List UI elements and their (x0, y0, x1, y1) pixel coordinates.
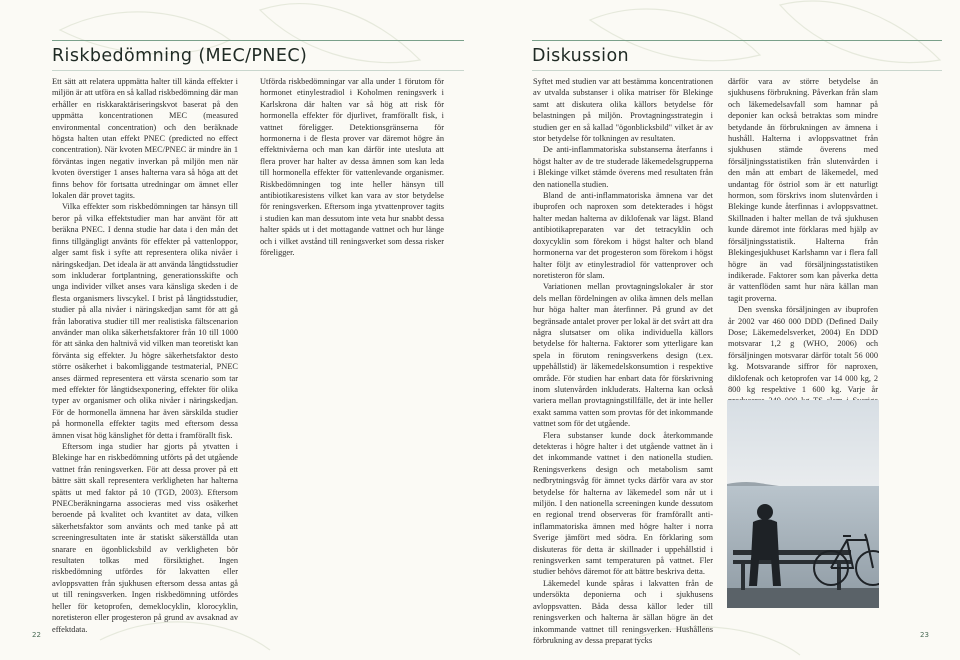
header-rule (52, 40, 464, 41)
text-column-2 (260, 76, 444, 259)
title-underline (52, 70, 464, 71)
seaside-bench-photo (727, 400, 879, 608)
text-column-1 (533, 76, 713, 646)
paragraph: Bland de anti-inflammatoriska ämnena var det ibuprofen och naproxen som detekterades i högst halter medan halterna av diklofenak var lägst. Bland antibiotikapreparaten var det tetracyklin och doxycyklin som förekom i högst halter och bland hormonerna var det progesteron som förekom i högst halter följt av etinylestradiol för vattenprover och noretisteron för slam. (533, 191, 713, 280)
photo-illustration (727, 400, 879, 608)
header-rule (532, 40, 942, 41)
page-title: Riskbedömning (MEC/PNEC) (52, 46, 308, 66)
paragraph: Den svenska försäljningen av ibuprofen år 2002 var 460 000 DDD (Defined Daily Dose; Läkemedelsverket, 2004) En DDD motsvarar 1,2 g (WHO, 2006) och försäljningen motsvarar därför totalt 56 000 kg. Motsvarande siffror för naproxen, diklofenak och ketoprofen var 14 000 kg, 2 800 kg respektive 1 600 kg. Varje år (728, 305, 878, 394)
paragraph: Utförda riskbedömningar var alla under 1 förutom för hormonet etinylestradiol i Koholmen reningsverk i Karlskrona där halten var så hög att risk för hormonella effekter för djurlivet, framförallt fisk, i vattnet föreligger. Detektionsgränserna för hormonerna i de flesta prover var däremot högre än effektnivåerna och man kan därför inte utesluta att flera prover har halter av dessa ämnen som kan leda till hormonella effekter för vattenlevande organismer. Riskbedömningen tog inte heller hänsyn till antibiotikaresistens vilket kan vara av stor betydelse för reningsverken. Eftersom inga ytvattenprover tagits i studien kan man dessutom inte veta hur snabbt dessa halter späds ut i det mottagande vattnet och hur länge och i vilket avstånd till reningsverket som dessa risker föreligger. (260, 77, 444, 258)
page-number: 22 (32, 631, 41, 639)
page-number: 23 (920, 631, 929, 639)
paragraph: Eftersom inga studier har gjorts på ytvatten i Blekinge har en riskbedömning utförts på det utgående vattnet från reningsverken. För att dessa prover på ett bättre sätt skall representera verkligheten har halterna spätts ut med faktor på 10 (TGD, 2003). Eftersom PNECberäkningarna associeras med viss osäkerhet beroende på kvalitet och kvantitet av data, vilken säkerhetsfaktor som använts och med tanke på att screeningresultaten inte är statiskt säkerställda utan snarare en ögonblicksbild av verkligheten bör resultaten tolkas med försiktighet. Ingen riskbedömning utfördes för lakvatten eller avloppsvatten från sjukhusen eftersom dessa antas gå ut till reningsverken. Ingen riskbedömning utfördes heller för ketoprofen, demeklocyklin, klorocyklin, noretisteron eller progesteron på grund av avsaknad av effektdata. (52, 442, 238, 634)
paragraph: Vilka effekter som riskbedömningen tar hänsyn till beror på vilka effektstudier man har använt för att beräkna PNEC. I denna studie har data i den mån det finns tillgängligt använts för effekter på vattenloppor, alger samt fisk i syfte att representera olika nivåer i näringskedjan. Det ideala är att använda långtidsstudier som inkluderar fortplantning, generationsskifte och unga individer vilket anses vara känsliga skeden i de flesta organismers livscykel. I brist på långtidsstudier, studier på alla nivåer i näringskedjan samt för att gå från laborativa studier till mer realistiska fältscenarion använder man olika säkerhetsfaktorer från 10 till 1000 för att sänka den haltnivå vid vilken man teoretiskt kan förvänta sig effekter. Ju högre säkerhetsfaktor desto större osäkerhet i bakomliggande testmaterial, PNEC anses därmed representera ett värsta scenario som tar med effekter för långtidsexponering, effekter för olika typer av organismer och olika nivåer i näringskedjan. För de hormonella ämnena har även särskilda studier på hormonella effekter tagits med eftersom dessa ämnen visat hög känslighet för detta i framförallt fisk. (52, 202, 238, 440)
paragraph: Syftet med studien var att bestämma koncentrationen av utvalda substanser i olika matriser för Blekinge samt att diskutera olika källors betydelse för belastningen på miljön. Provtagningsstrategin i studien ger en så kallad "ögonblicksbild" vilket är av stor betydelse för tolkningen av resultaten. (533, 77, 713, 144)
paragraph: därför vara av större betydelse än sjukhusens förbrukning. Påverkan från slam och läkemedelsavfall som hamnar på deponier kan också betraktas som mindre betydande än förbrukningen av ämnena i hushåll. Halterna i avloppsvattnet från sjukhusen stämde överens med försäljningsstatistiken från slutenvården i den mån att embart de läkemedel, med undantag för östriol som är ett naturligt hormon, som förskrivs inom slutenvården i Blekinge kunde återfinnas i avloppsvattnet. Skillnaden i halter mellan de två sjukhusen kunde däremot inte förklaras med hjälp av försäljningsstatistik. Halterna från Blekingesjukhuset Karlshamn var i flera fall högre än vad försäljningsstatistiken indikerade. Faktorer som kan påverka detta är vattenflöden samt hur nära källan man tagit proverna. (728, 77, 878, 303)
paragraph: Ett sätt att relatera uppmätta halter till kända effekter i miljön är att utföra en så kallad riskbedömning där man erhåller en riskkaraktäriseringskvot baserat på den uppmätta koncentrationen MEC (measured environmental concentration) och den beräknade högsta halten utan effekt PNEC (predicted no effect concentration). När kvoten MEC/PNEC är mindre än 1 förväntas ingen negativ inverkan på miljön men när kvoten överstiger 1 anses halterna vara så höga att det finns behov för fortsatta utredningar om ämnet eller lokalen där provet tagits. (52, 77, 238, 201)
right-page (480, 0, 960, 660)
title-underline (532, 70, 942, 71)
paragraph: Läkemedel kunde spåras i lakvatten från de undersökta deponierna och i sjukhusens avloppsvatten. Båda dessa källor leder till reningsverken och halterna är sällan högre än det inkommande vattnet till reningsverken. Hushållens förbrukning av dessa preparat tycks (533, 578, 713, 645)
page-title: Diskussion (532, 46, 630, 66)
text-column-1 (52, 76, 238, 635)
paragraph: Variationen mellan provtagningslokaler är stor dels mellan fördelningen av olika ämnen dels mellan hur höga halter man återfinner. På grund av det begränsade antalet prover per lokal är det svårt att dra några slutsatser om olika individuella källors betydelse för halterna. Faktorer som ytterligare kan spela in förutom reningsverkens design (t.ex. uppehållstid) är läkemedelskonsumtion i respektive område. För studien har enbart data för förskrivning inom slutenvården inkluderats. Halterna kan också variera mellan provtagningstillfälle, det är inte heller exakt samma vatten som provtas för det inkommande vattnet som för det utgående. (533, 282, 713, 429)
paragraph: Flera substanser kunde dock återkommande detekteras i högre halter i det utgående vattnet än i det inkommande vattnet i den nationella studien. Reningsverkens design och metabolism samt nedbrytningsvåg för ämnet tycks därför vara av stor betydelse för halterna av läkemedel som når ut i miljön. I den nationella screeningen kunde dessutom en regional trend observeras för framförallt anti-inflammatoriska ämnen med högre halter i norra Sverige jämfört med södra. En förklaring som diskuteras för detta är skillnader i uppehållstid i reningsverken samt temperaturen på vattnet. Fler studier behövs däremot för att bättre beskriva detta. (533, 430, 713, 577)
paragraph: De anti-inflammatoriska substanserna återfanns i högst halter av de tre studerade läkemedelsgrupperna i Blekinge vilket stämde överens med resultaten från den nationella studien. (533, 145, 713, 189)
